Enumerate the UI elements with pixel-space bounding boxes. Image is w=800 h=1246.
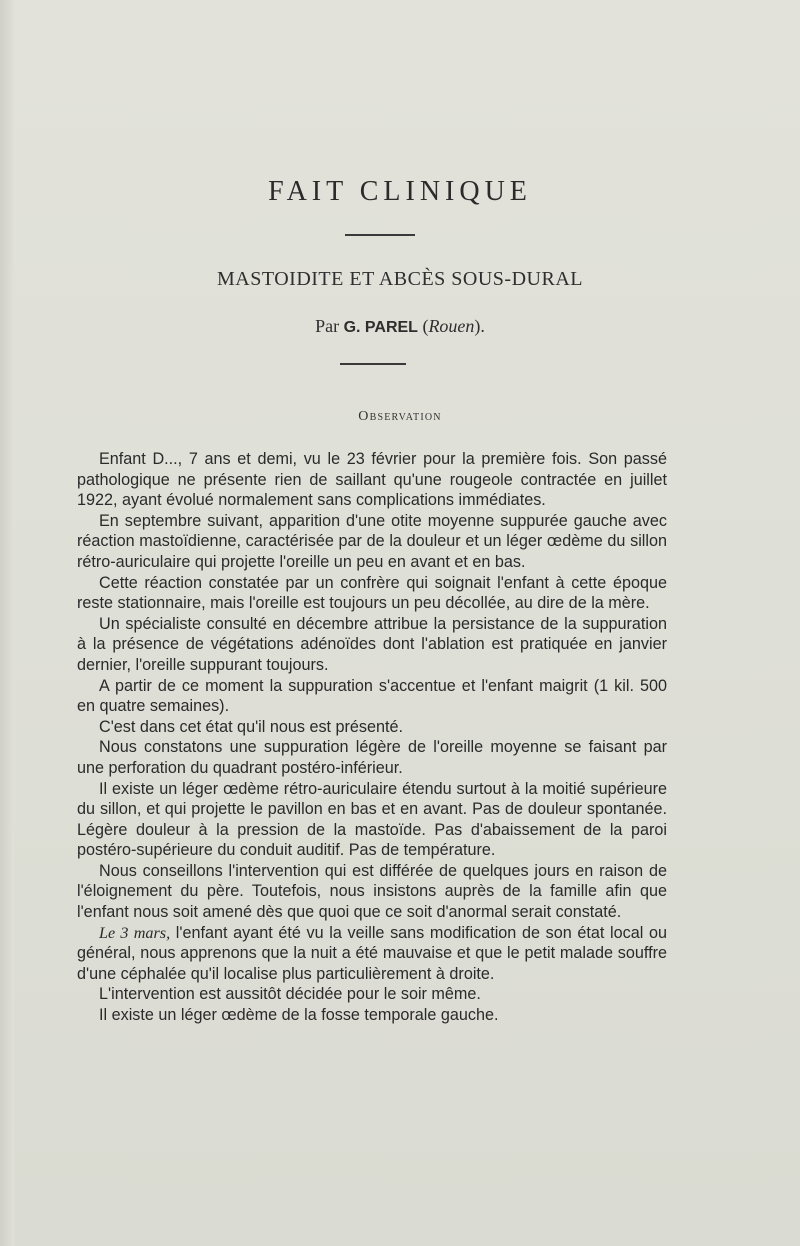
paragraph: Nous conseillons l'intervention qui est différée de quelques jours en raison de l'éloignement du père. Toutefois, nous insistons auprès de la famille afin que l'enfant nous soit amené dès que quoi que ce soit d'anormal serait constaté. <box>77 861 667 922</box>
author-place: Rouen <box>428 316 475 336</box>
paragraph: En septembre suivant, apparition d'une otite moyenne suppurée gauche avec réaction mastoïdienne, caractérisée par de la douleur et un léger œdème du sillon rétro-auriculaire qui projette l'oreille un peu en avant et en bas. <box>77 511 667 571</box>
paragraph: Il existe un léger œdème de la fosse temporale gauche. <box>99 1006 499 1025</box>
article-subtitle: MASTOIDITE ET ABCÈS SOUS-DURAL <box>217 268 583 290</box>
paragraph: Enfant D..., 7 ans et demi, vu le 23 février pour la première fois. Son passé pathologique ne présente rien de saillant qu'une rougeole contractée en juillet 1922, ayant évolué normalement sans complications immédiates. <box>77 450 667 510</box>
title-rule <box>345 234 415 236</box>
section-heading: Observation <box>358 409 442 424</box>
paragraph: A partir de ce moment la suppuration s'accentue et l'enfant maigrit (1 kil. 500 en quatre semaines). <box>77 676 667 716</box>
paragraph-body: l'enfant ayant été vu la veille sans modification de son état local ou général, nous apprenons que la nuit a été mauvaise et que le petit malade souffre d'une céphalée qu'il localise plus particulièrement à droite. <box>77 923 667 983</box>
date-lead: Le 3 mars, <box>99 923 171 942</box>
author-name: G. PAREL <box>343 319 418 336</box>
article-title: FAIT CLINIQUE <box>268 176 532 207</box>
byline-rule <box>340 363 406 365</box>
body-text <box>77 449 667 1026</box>
paragraph: Il existe un léger œdème rétro-auriculaire étendu surtout à la moitié supérieure du sillon, et qui projette le pavillon en bas et en avant. Pas de douleur spontanée. Légère douleur à la pression de la mastoïde. Pas d'abaissement de la paroi postéro-supérieure du conduit auditif. Pas de température. <box>77 779 667 860</box>
paragraph <box>77 923 667 985</box>
byline-prefix: Par <box>315 316 340 336</box>
paragraph: L'intervention est aussitôt décidée pour le soir même. <box>99 985 481 1004</box>
paragraph: Cette réaction constatée par un confrère qui soignait l'enfant à cette époque reste stationnaire, mais l'oreille est toujours un peu décollée, au dire de la mère. <box>77 573 667 613</box>
paragraph: C'est dans cet état qu'il nous est présenté. <box>99 717 404 736</box>
paragraph: Un spécialiste consulté en décembre attribue la persistance de la suppuration à la présence de végétations adénoïdes dont l'ablation est pratiquée en janvier dernier, l'oreille suppurant toujours. <box>77 614 667 674</box>
byline: Par G. PAREL (Rouen). <box>315 316 485 336</box>
paragraph: Nous constatons une suppuration légère de l'oreille moyenne se faisant par une perforation du quadrant postéro-inférieur. <box>77 738 667 777</box>
